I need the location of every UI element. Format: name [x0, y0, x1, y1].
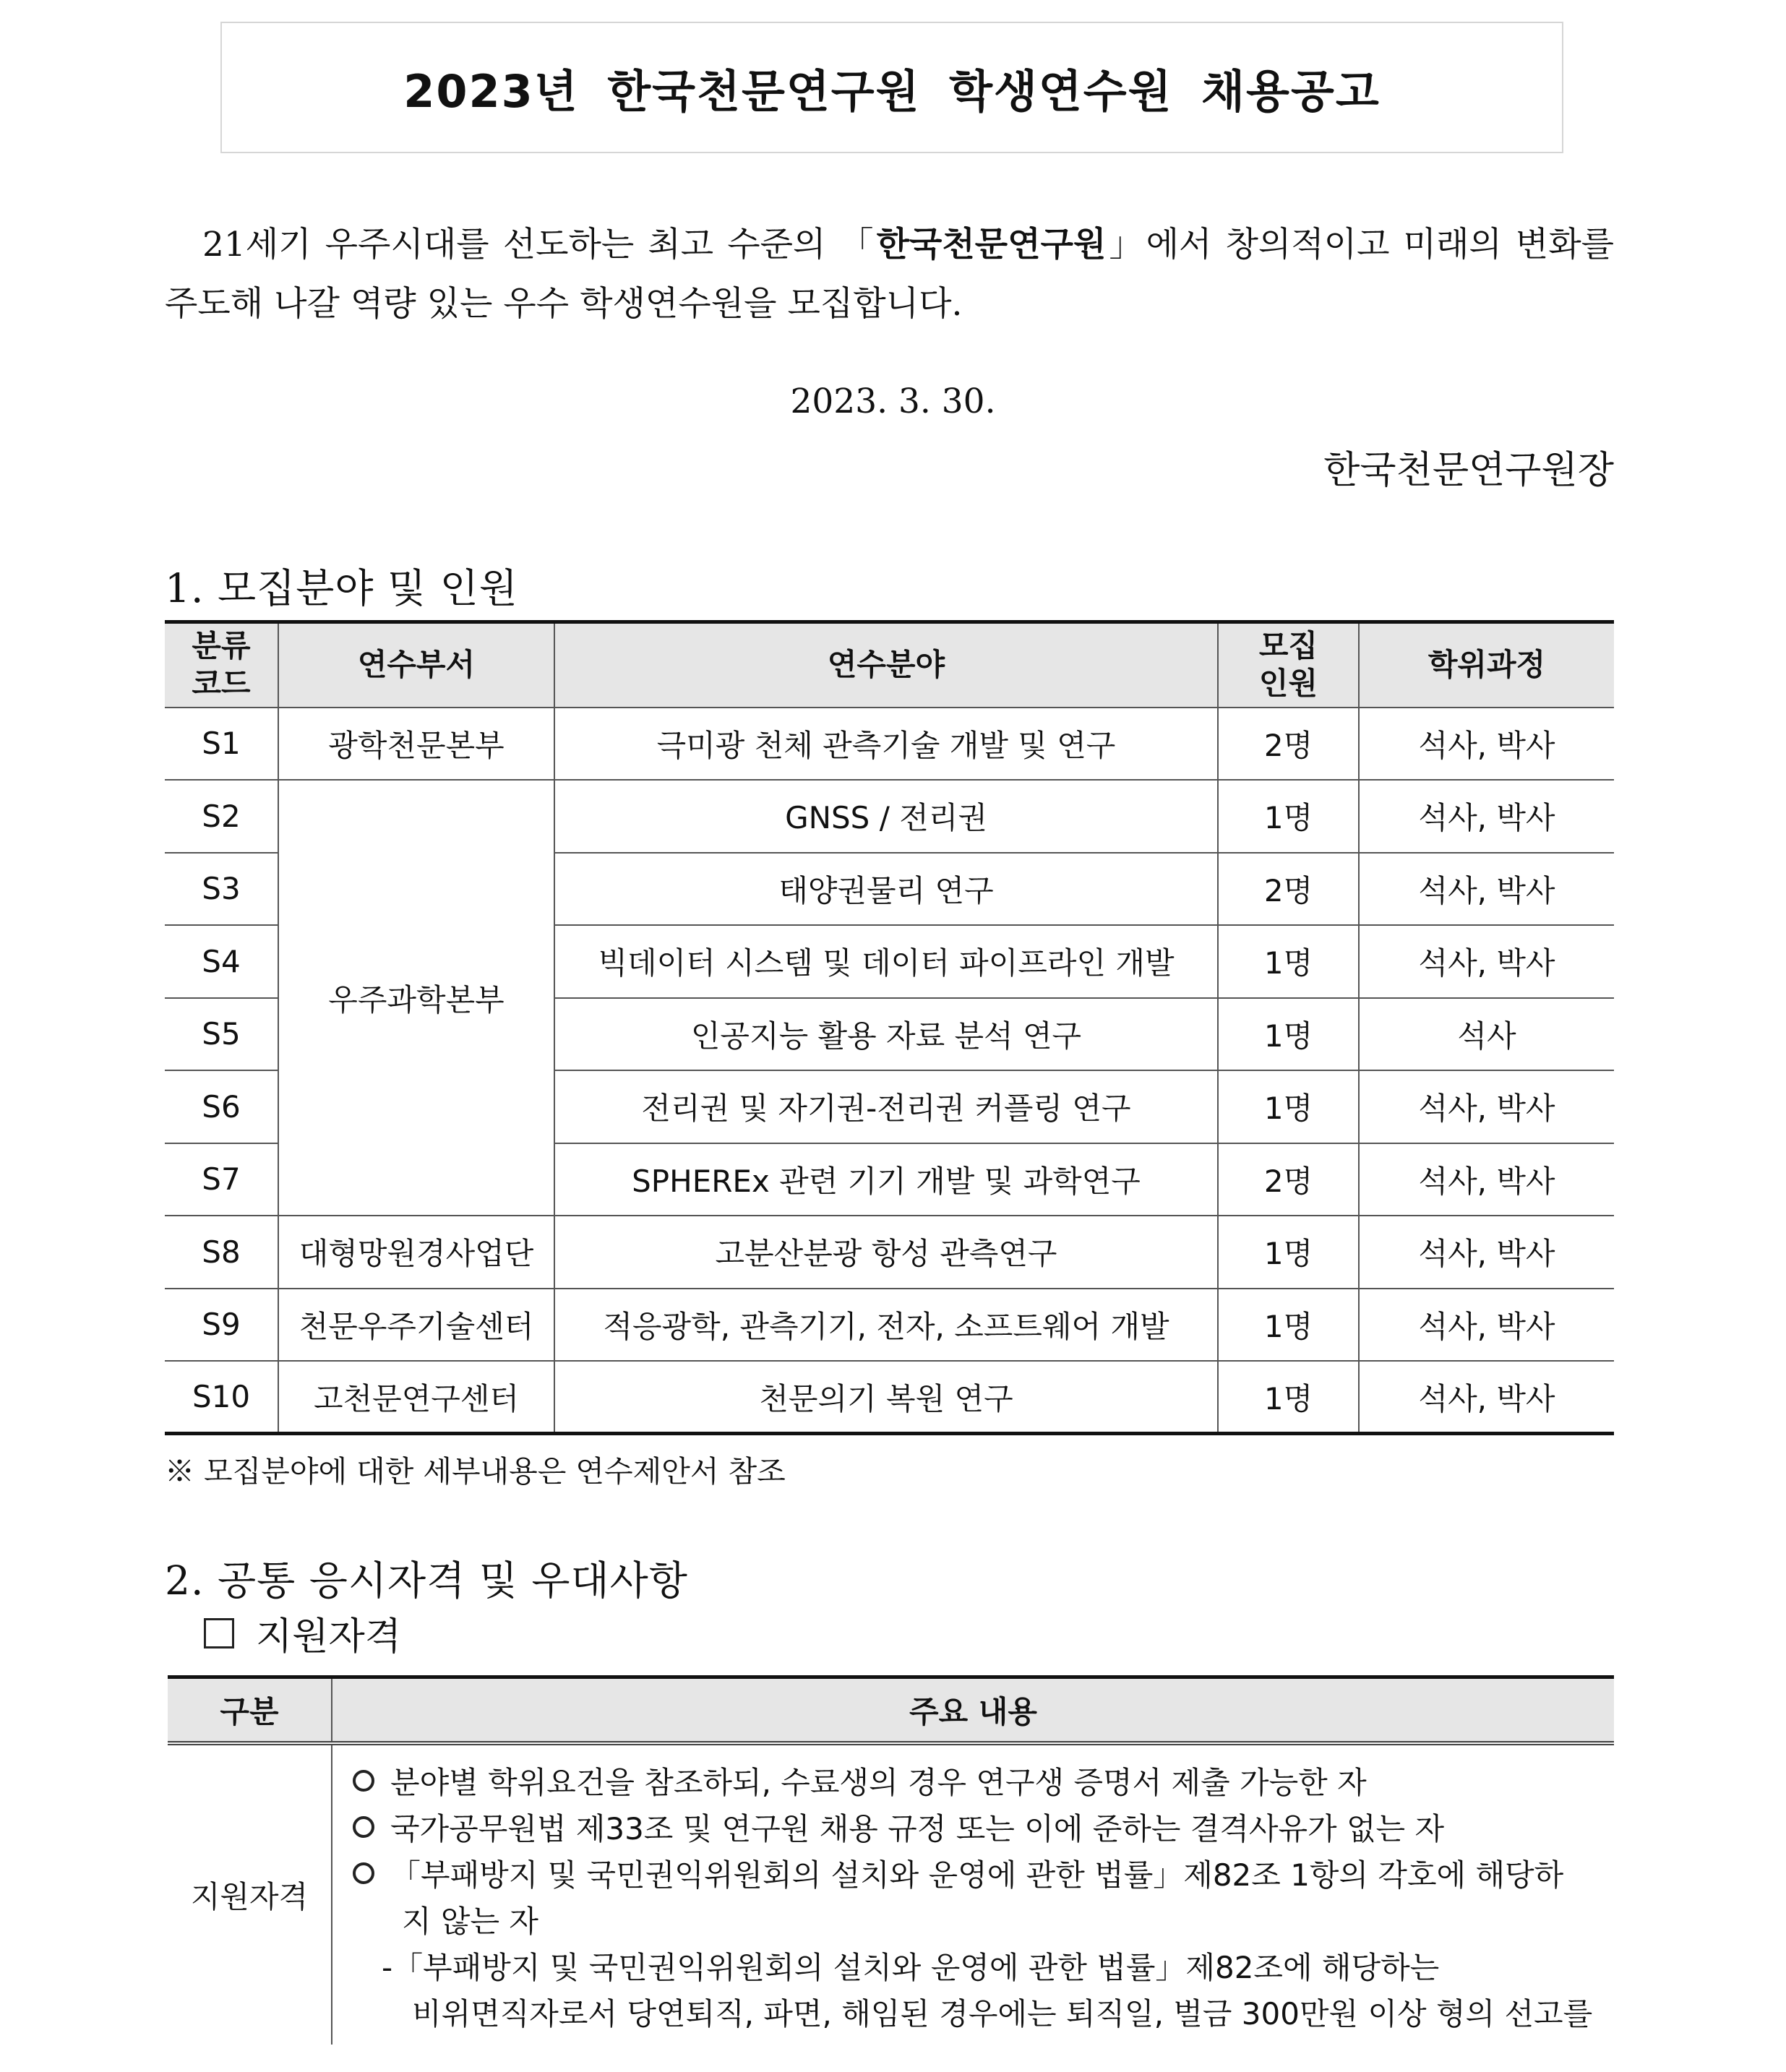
subheading-text: 지원자격: [256, 1615, 401, 1659]
cell-field: 빅데이터 시스템 및 데이터 파이프라인 개발: [554, 925, 1218, 998]
page-title: 2023년 한국천문연구원 학생연수원 채용공고: [403, 64, 1381, 118]
cell-count: 2명: [1218, 708, 1359, 781]
cell-degree: 석사, 박사: [1359, 1289, 1614, 1362]
cell-field: 태양권물리 연구: [554, 853, 1218, 926]
cell-field: GNSS / 전리권: [554, 780, 1218, 853]
intro-text-2: 」에서 창의적이고 미래의 변화를 주도해 나갈 역량 있는 우수 학생연수원을 모집합니다.: [165, 225, 1615, 324]
cell-degree: 석사, 박사: [1359, 853, 1614, 926]
list-item: 「부패방지 및 국민권익위원회의 설치와 운영에 관한 법률」제82조 1항의 각호에 해당하: [353, 1852, 1600, 1899]
cell-code: S9: [165, 1289, 278, 1362]
table-header-row: [168, 1677, 1614, 1744]
section2-heading: 2. 공통 응시자격 및 우대사항: [165, 1557, 688, 1604]
cell-degree: 석사, 박사: [1359, 1070, 1614, 1143]
cell-code: S2: [165, 780, 278, 853]
announcement-date: 2023. 3. 30.: [790, 382, 996, 421]
eligibility-table: [168, 1675, 1614, 2045]
dash-item-continuation: 비위면직자로서 당연퇴직, 파면, 해임된 경우에는 퇴직일, 벌금 300만원 이상 형의 선고를: [412, 1996, 1593, 2032]
intro-org-name: 한국천문연구원: [876, 225, 1107, 265]
header-code: 분류 코드: [165, 622, 278, 708]
cell-degree: 석사, 박사: [1359, 708, 1614, 781]
cell-field: 천문의기 복원 연구: [554, 1361, 1218, 1434]
cell-field: SPHEREx 관련 기기 개발 및 과학연구: [554, 1143, 1218, 1216]
cell-count: 1명: [1218, 1361, 1359, 1434]
cell-code: S1: [165, 708, 278, 781]
signer: 한국천문연구원장: [1323, 449, 1614, 492]
table-row: [165, 1361, 1614, 1434]
cell-code: S10: [165, 1361, 278, 1434]
recruitment-table: [165, 620, 1614, 1435]
cell-field: 인공지능 활용 자료 분석 연구: [554, 998, 1218, 1071]
cell-field: 극미광 천체 관측기술 개발 및 연구: [554, 708, 1218, 781]
list-item: 분야별 학위요건을 참조하되, 수료생의 경우 연구생 증명서 제출 가능한 자: [353, 1760, 1600, 1806]
cell-count: 1명: [1218, 1216, 1359, 1289]
cell-degree: 석사, 박사: [1359, 780, 1614, 853]
cell-count: 1명: [1218, 925, 1359, 998]
cell-dept: 우주과학본부: [278, 780, 554, 1216]
cell-field: 전리권 및 자기권-전리권 커플링 연구: [554, 1070, 1218, 1143]
header-degree: 학위과정: [1359, 622, 1614, 708]
cell-degree: 석사, 박사: [1359, 925, 1614, 998]
table-row: [168, 1743, 1614, 2045]
cell-count: 2명: [1218, 853, 1359, 926]
cell-degree: 석사: [1359, 998, 1614, 1071]
cell-field: 적응광학, 관측기기, 전자, 소프트웨어 개발: [554, 1289, 1218, 1362]
circle-bullet-icon: [353, 1862, 374, 1884]
header-field: 연수분야: [554, 622, 1218, 708]
table-note: ※ 모집분야에 대한 세부내용은 연수제안서 참조: [165, 1454, 786, 1489]
header-dept: 연수부서: [278, 622, 554, 708]
title-box: [220, 22, 1563, 153]
cell-count: 1명: [1218, 1070, 1359, 1143]
cell-dept: 광학천문본부: [278, 708, 554, 781]
circle-bullet-icon: [353, 1770, 374, 1792]
cell-code: S3: [165, 853, 278, 926]
table-row: [165, 1216, 1614, 1289]
cell-degree: 석사, 박사: [1359, 1143, 1614, 1216]
cell-degree: 석사, 박사: [1359, 1216, 1614, 1289]
cell-field: 고분산분광 항성 관측연구: [554, 1216, 1218, 1289]
intro-paragraph: [165, 215, 1614, 334]
cell-dept: 대형망원경사업단: [278, 1216, 554, 1289]
table-row: [165, 780, 1614, 853]
cell-dept: 고천문연구센터: [278, 1361, 554, 1434]
cell-count: 1명: [1218, 1289, 1359, 1362]
table-row: [165, 708, 1614, 781]
cell-count: 1명: [1218, 780, 1359, 853]
row-label: 지원자격: [168, 1743, 332, 2045]
cell-count: 2명: [1218, 1143, 1359, 1216]
cell-code: S5: [165, 998, 278, 1071]
header-count: 모집 인원: [1218, 622, 1359, 708]
dash-item: -「부패방지 및 국민권익위원회의 설치와 운영에 관한 법률」제82조에 해당하는: [382, 1950, 1440, 1985]
cell-code: S4: [165, 925, 278, 998]
row-content: [332, 1743, 1614, 2045]
cell-degree: 석사, 박사: [1359, 1361, 1614, 1434]
table-row: [165, 1289, 1614, 1362]
list-item: 국가공무원법 제33조 및 연구원 채용 규정 또는 이에 준하는 결격사유가 없는 자: [353, 1806, 1600, 1852]
list-item-continuation: 지 않는 자: [402, 1904, 538, 1939]
header-category: 구분: [168, 1677, 332, 1744]
header-content: 주요 내용: [332, 1677, 1614, 1744]
cell-code: S8: [165, 1216, 278, 1289]
circle-bullet-icon: [353, 1816, 374, 1838]
cell-count: 1명: [1218, 998, 1359, 1071]
subheading-eligibility: [204, 1606, 401, 1660]
cell-dept: 천문우주기술센터: [278, 1289, 554, 1362]
section1-heading: 1. 모집분야 및 인원: [165, 565, 518, 611]
checkbox-icon: [204, 1618, 234, 1648]
cell-code: S6: [165, 1070, 278, 1143]
intro-text-1: 21세기 우주시대를 선도하는 최고 수준의 「: [202, 225, 877, 265]
table-header-row: [165, 622, 1614, 708]
cell-code: S7: [165, 1143, 278, 1216]
